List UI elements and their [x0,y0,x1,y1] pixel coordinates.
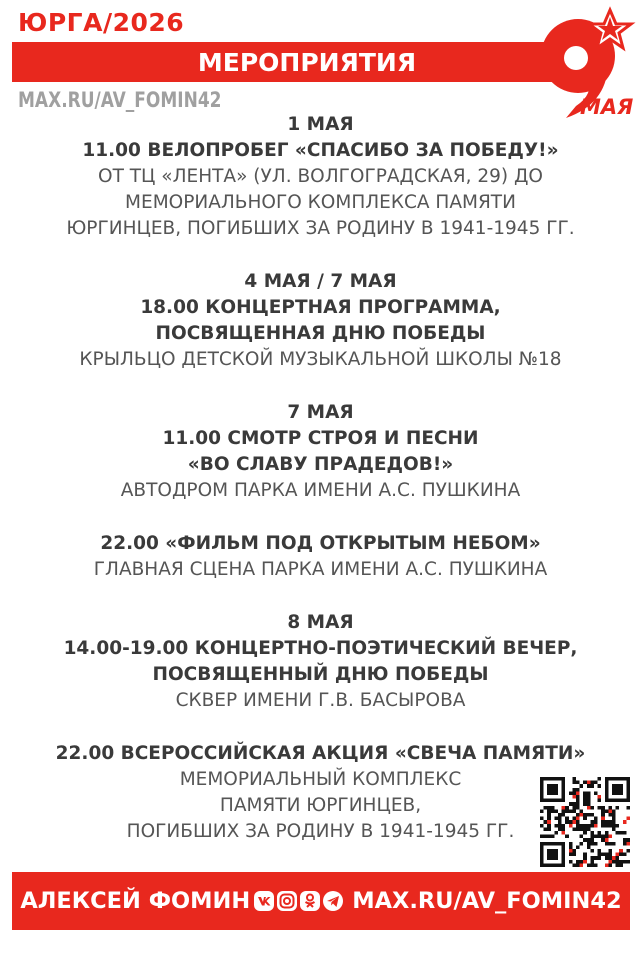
instagram-icon[interactable] [277,891,297,911]
event-date: 8 МАЯ [287,612,354,633]
event-title: ПОСВЯЩЕННЫЙ ДНЮ ПОБЕДЫ [152,664,489,685]
event-item [0,400,641,504]
event-date: 4 МАЯ / 7 МАЯ [244,271,397,292]
qr-code-icon[interactable] [540,777,630,867]
event-place: МЕМОРИАЛЬНЫЙ КОМПЛЕКС [179,769,462,790]
event-place: СКВЕР ИМЕНИ Г.В. БАСЫРОВА [175,690,466,711]
event-title: 11.00 ВЕЛОПРОБЕГ «СПАСИБО ЗА ПОБЕДУ!» [82,140,559,161]
event-title: 14.00-19.00 КОНЦЕРТНО-ПОЭТИЧЕСКИЙ ВЕЧЕР, [63,638,578,659]
event-place: ОТ ТЦ «ЛЕНТА» (УЛ. ВОЛГОГРАДСКАЯ, 29) ДО [98,166,543,187]
footer-bar [12,872,630,930]
telegram-icon[interactable] [323,891,343,911]
event-place: АВТОДРОМ ПАРКА ИМЕНИ А.С. ПУШКИНА [120,480,521,501]
events-banner [12,42,584,82]
event-item [0,112,641,242]
event-place: ПОГИБШИХ ЗА РОДИНУ В 1941-1945 ГГ. [126,821,515,842]
vk-icon[interactable] [254,891,274,911]
event-title: 11.00 СМОТР СТРОЯ И ПЕСНИ [162,428,479,449]
event-date: 1 МАЯ [287,114,354,135]
event-place: ГЛАВНАЯ СЦЕНА ПАРКА ИМЕНИ А.С. ПУШКИНА [93,559,548,580]
header-handle: MAX.RU/AV_FOMIN42 [18,88,222,112]
event-place: ПАМЯТИ ЮРГИНЦЕВ, [219,795,422,816]
event-item [0,531,641,583]
city-year-title: ЮРГА/2026 [18,8,185,37]
footer-link[interactable]: MAX.RU/AV_FOMIN42 [352,888,622,914]
social-icons [254,891,346,911]
event-place: ЮРГИНЦЕВ, ПОГИБШИХ ЗА РОДИНУ В 1941-1945 ГГ. [66,218,575,239]
event-place: МЕМОРИАЛЬНОГО КОМПЛЕКСА ПАМЯТИ [125,192,516,213]
events-banner-label: МЕРОПРИЯТИЯ [197,47,417,77]
events-list [0,112,641,845]
event-title: 18.00 КОНЦЕРТНАЯ ПРОГРАММА, [140,297,501,318]
event-title: 22.00 «ФИЛЬМ ПОД ОТКРЫТЫМ НЕБОМ» [100,533,541,554]
event-place: КРЫЛЬЦО ДЕТСКОЙ МУЗЫКАЛЬНОЙ ШКОЛЫ №18 [79,349,562,370]
logo-word: МАЯ [580,95,634,119]
event-title: 22.00 ВСЕРОССИЙСКАЯ АКЦИЯ «СВЕЧА ПАМЯТИ» [55,743,586,764]
event-item [0,610,641,714]
odnoklassniki-icon[interactable] [300,891,320,911]
footer-name: АЛЕКСЕЙ ФОМИН [20,888,251,914]
event-title: «ВО СЛАВУ ПРАДЕДОВ!» [187,454,454,475]
event-item [0,269,641,373]
event-date: 7 МАЯ [287,402,354,423]
event-title: ПОСВЯЩЕННАЯ ДНЮ ПОБЕДЫ [155,323,486,344]
